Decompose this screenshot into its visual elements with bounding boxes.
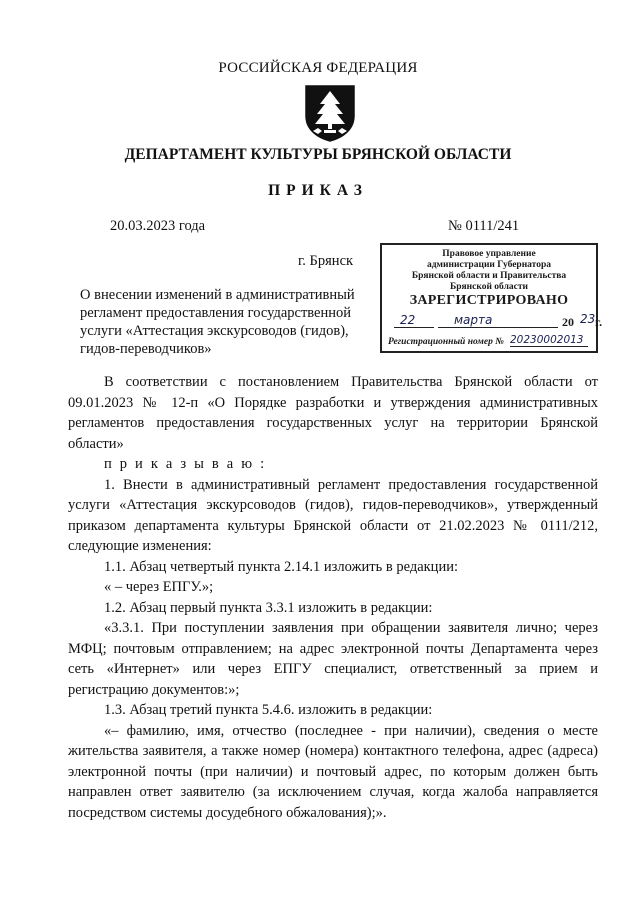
stamp-year-suffix: 23 bbox=[580, 312, 596, 326]
order-number: № 0111/241 bbox=[448, 218, 520, 234]
order-date: 20.03.2023 года bbox=[110, 218, 206, 234]
body-paragraph-basis: В соответствии с постановлением Правительства Брянской области от 09.01.2023 № 12-п «О Порядке разработки и утверждения административных регламентов предоставления государственных услуг на территории Брянской области» bbox=[68, 374, 598, 452]
body-paragraph-item-1: 1. Внести в административный регламент предоставления государственной услуги «Аттестация экскурсоводов (гидов), гидов-переводчиков», утвержденный приказом департамента культуры Брянской области от 21.02.2023 № 0111/212, следующие изменения: bbox=[68, 476, 598, 554]
order-subject: О внесении изменений в административный регламент предоставления государственной услуги «Аттестация экскурсоводов (гидов), гидов-переводчиков» bbox=[80, 287, 355, 357]
stamp-line-3: Брянской области и Правительства bbox=[411, 271, 567, 281]
body-paragraph-item-1-2: 1.2. Абзац первый пункта 3.3.1 изложить в редакции: bbox=[104, 599, 433, 616]
stamp-registered: ЗАРЕГИСТРИРОВАНО bbox=[409, 293, 569, 308]
registration-stamp bbox=[380, 243, 603, 353]
doc-type-title: ПРИКАЗ bbox=[268, 182, 368, 199]
stamp-line-1: Правовое управление bbox=[442, 249, 536, 259]
body-paragraph-item-1-3: 1.3. Абзац третий пункта 5.4.6. изложить в редакции: bbox=[104, 702, 433, 718]
country-title: РОССИЙСКАЯ ФЕДЕРАЦИЯ bbox=[218, 60, 418, 76]
stamp-line-2: администрации Губернатора bbox=[426, 260, 551, 270]
bryansk-coat-of-arms-icon bbox=[304, 84, 356, 142]
stamp-reg-label: Регистрационный номер № bbox=[388, 337, 504, 347]
body-paragraph-item-1-2-text: «3.3.1. При поступлении заявления при обращении заявителя лично; через МФЦ; почтовым отправлением; на адрес электронной почты Департамента через сеть «Интернет» или через ЕПГУ специалист, ответственный за прием и регистрацию документов:»; bbox=[68, 620, 598, 698]
department-title: ДЕПАРТАМЕНТ КУЛЬТУРЫ БРЯНСКОЙ ОБЛАСТИ bbox=[124, 146, 512, 163]
stamp-year-prefix: 20 bbox=[562, 315, 574, 329]
body-paragraph-order-word: п р и к а з ы в а ю : bbox=[104, 456, 267, 472]
stamp-day-underline bbox=[394, 327, 434, 328]
stamp-day: 22 bbox=[400, 313, 416, 327]
order-body bbox=[68, 372, 598, 823]
stamp-line-4: Брянской области bbox=[449, 282, 529, 292]
stamp-month: марта bbox=[454, 313, 493, 327]
stamp-reg-number: 20230002013 bbox=[510, 334, 588, 347]
body-paragraph-item-1-1-text: « – через ЕПГУ.»; bbox=[104, 579, 214, 595]
stamp-year-g: г. bbox=[595, 315, 603, 329]
stamp-month-underline bbox=[438, 327, 558, 328]
order-city: г. Брянск bbox=[298, 253, 354, 269]
body-paragraph-item-1-1: 1.1. Абзац четвертый пункта 2.14.1 изложить в редакции: bbox=[104, 558, 458, 575]
body-paragraph-item-1-3-text: «– фамилию, имя, отчество (последнее - при наличии), сведения о месте жительства заявителя, а также номер (номера) контактного телефона, адрес (адреса) электронной почты (при наличии) и почтовый адрес, по которым должен быть направлен ответ заявителю (за исключением случая, когда жалоба направляется посредством системы досудебного обжалования);». bbox=[68, 722, 598, 821]
